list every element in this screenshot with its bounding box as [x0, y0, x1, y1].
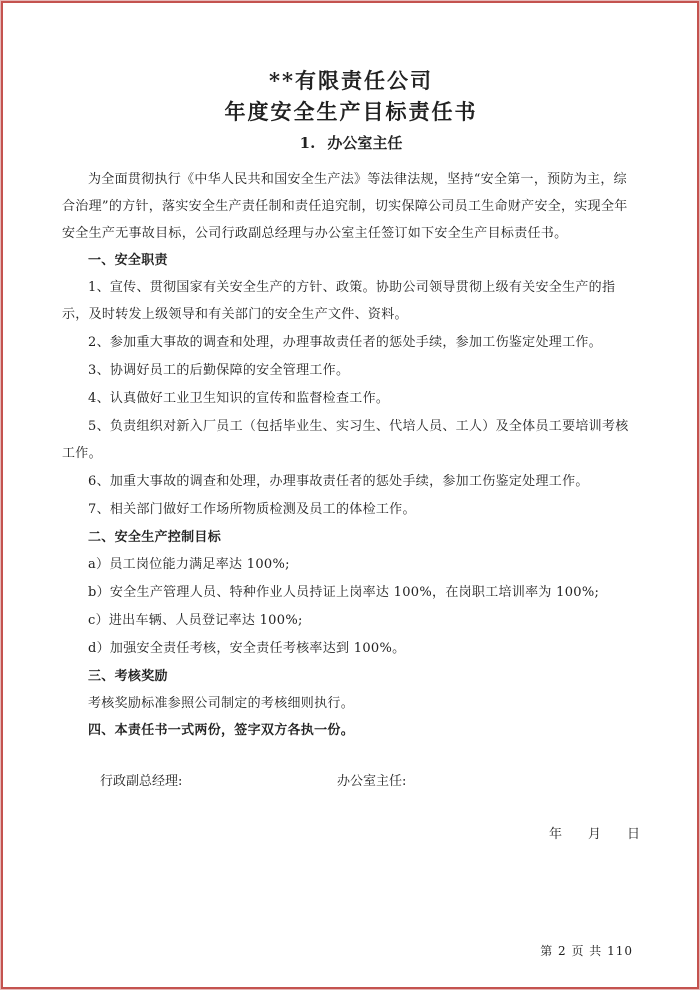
signature-label-office-director: 办公室主任:: [337, 774, 407, 789]
duty-item-5: 5、负责组织对新入厂员工（包括毕业生、实习生、代培人员、工人）及全体员工要培训考核工作。: [62, 419, 629, 461]
duty-item-3: 3、协调好员工的后勤保障的安全管理工作。: [88, 363, 350, 378]
section-1-heading: 一、安全职责: [88, 253, 168, 268]
signature-label-deputy-gm: 行政副总经理:: [100, 774, 183, 789]
page-number: 第 2 页 共 110: [540, 944, 633, 958]
role-heading: [62, 132, 640, 154]
section-3-heading: 三、考核奖励: [88, 669, 168, 684]
duty-item-7: 7、相关部门做好工作场所物质检测及员工的体检工作。: [88, 502, 416, 517]
duty-item-4: 4、认真做好工业卫生知识的宣传和监督检查工作。: [88, 391, 390, 406]
role-title: 办公室主任: [327, 134, 403, 152]
section-4-heading: 四、本责任书一式两份，签字双方各执一份。: [88, 723, 355, 738]
document-title: 年度安全生产目标责任书: [224, 99, 478, 124]
target-item-b: b）安全生产管理人员、特种作业人员持证上岗率达 100%，在岗职工培训率为 100%;: [88, 585, 600, 600]
company-title: **有限责任公司: [269, 68, 433, 93]
target-item-a: a）员工岗位能力满足率达 100%;: [88, 557, 290, 572]
duty-item-2: 2、参加重大事故的调查和处理，办理事故责任者的惩处手续，参加工伤鉴定处理工作。: [88, 335, 602, 350]
target-item-c: c）进出车辆、人员登记率达 100%;: [88, 613, 303, 628]
section-2-heading: 二、安全生产控制目标: [88, 530, 222, 545]
duty-item-1: 1、宣传、贯彻国家有关安全生产的方针、政策。协助公司领导贯彻上级有关安全生产的指示，及时转发上级领导和有关部门的安全生产文件、资料。: [62, 280, 616, 322]
target-item-d: d）加强安全责任考核，安全责任考核率达到 100%。: [88, 641, 406, 656]
section-3-body: 考核奖励标准参照公司制定的考核细则执行。: [88, 696, 355, 711]
intro-paragraph: 为全面贯彻执行《中华人民共和国安全生产法》等法律法规，坚持“安全第一，预防为主，综合治理”的方针，落实安全生产责任制和责任追究制，切实保障公司员工生命财产安全，实现全年安全生产无事故目标，公司行政副总经理与办公室主任签订如下安全生产目标责任书。: [62, 172, 628, 241]
role-number: 1.: [299, 134, 316, 152]
duty-item-6: 6、加重大事故的调查和处理，办理事故责任者的惩处手续，参加工伤鉴定处理工作。: [88, 474, 589, 489]
date-line: 年 月 日: [548, 827, 640, 842]
signature-row: [62, 768, 640, 795]
